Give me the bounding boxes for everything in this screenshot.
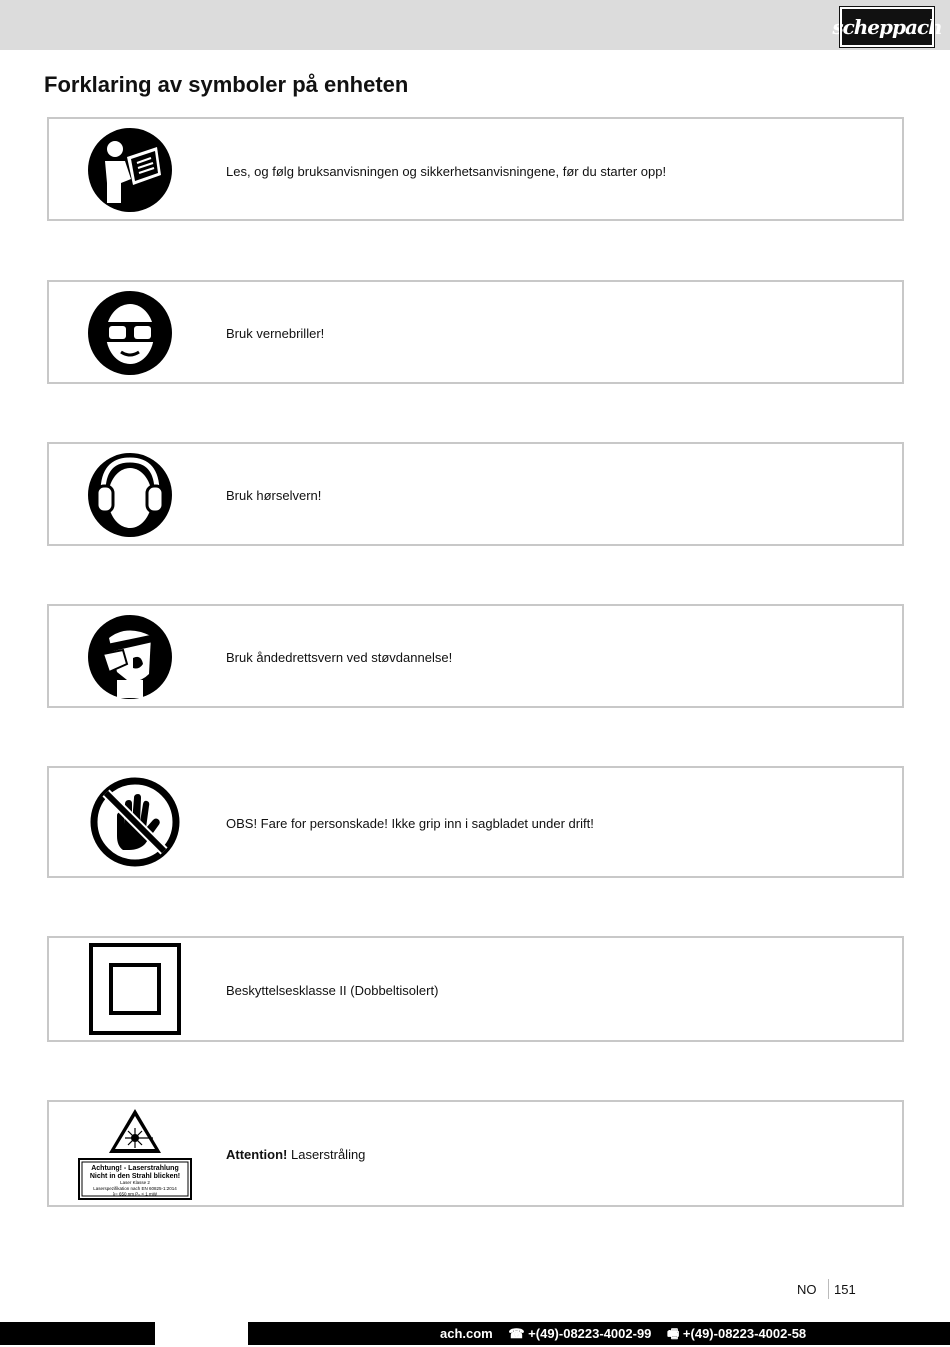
symbol-row xyxy=(47,280,904,384)
symbol-description: OBS! Fare for personskade! Ikke grip inn i sagbladet under drift! xyxy=(226,816,594,831)
footer-contact xyxy=(440,1325,818,1347)
symbol-row xyxy=(47,1100,904,1207)
footer-white-block xyxy=(155,1322,248,1345)
laser-label-line-4: Laserspezifikation nach EN 60825-1:2014 xyxy=(93,1186,177,1191)
footer-phone: ☎ +(49)-08223-4002-99 xyxy=(508,1326,652,1341)
double-insulation-icon xyxy=(89,943,181,1035)
no-hand-icon xyxy=(89,776,181,868)
symbol-description: Les, og følg bruksanvisningen og sikkerhetsanvisningene, før du starter opp! xyxy=(226,164,667,179)
respirator-icon xyxy=(87,614,173,700)
symbol-row xyxy=(47,117,904,221)
symbol-description: Bruk vernebriller! xyxy=(226,326,325,341)
brand-logo: scheppach xyxy=(840,7,934,47)
symbol-row xyxy=(47,604,904,708)
safety-goggles-icon xyxy=(87,290,173,376)
header-bar xyxy=(0,0,950,50)
page-number: 151 xyxy=(834,1282,856,1297)
laser-label-line-2: Nicht in den Strahl blicken! xyxy=(89,1173,181,1180)
footer-web: ach.com xyxy=(440,1326,493,1341)
footer-divider xyxy=(828,1279,829,1299)
symbol-description xyxy=(226,1147,365,1162)
laser-label-line-1: Achtung! - Laserstrahlung xyxy=(91,1165,179,1172)
symbol-row xyxy=(47,936,904,1042)
footer-fax: 🖷 +(49)-08223-4002-58 xyxy=(667,1326,807,1341)
symbol-row xyxy=(47,766,904,878)
symbol-description: Beskyttelsesklasse II (Dobbeltisolert) xyxy=(226,983,439,998)
language-code: NO xyxy=(797,1282,817,1297)
laser-label-line-3: Laser Klasse 2 xyxy=(120,1180,150,1185)
symbol-description: Bruk hørselvern! xyxy=(226,488,322,503)
laser-text: Laserstråling xyxy=(287,1147,366,1162)
footer-bar xyxy=(0,1322,950,1345)
laser-label-line-5: λ= 650 nm P₀ < 1 mW xyxy=(112,1191,158,1197)
ear-protection-icon xyxy=(87,452,173,538)
symbol-row xyxy=(47,442,904,546)
symbol-description: Bruk åndedrettsvern ved støvdannelse! xyxy=(226,650,453,665)
page-title: Forklaring av symboler på enheten xyxy=(44,72,409,97)
laser-warning-icon xyxy=(77,1107,193,1201)
attention-label: Attention! xyxy=(226,1147,288,1162)
read-manual-icon xyxy=(87,127,173,213)
